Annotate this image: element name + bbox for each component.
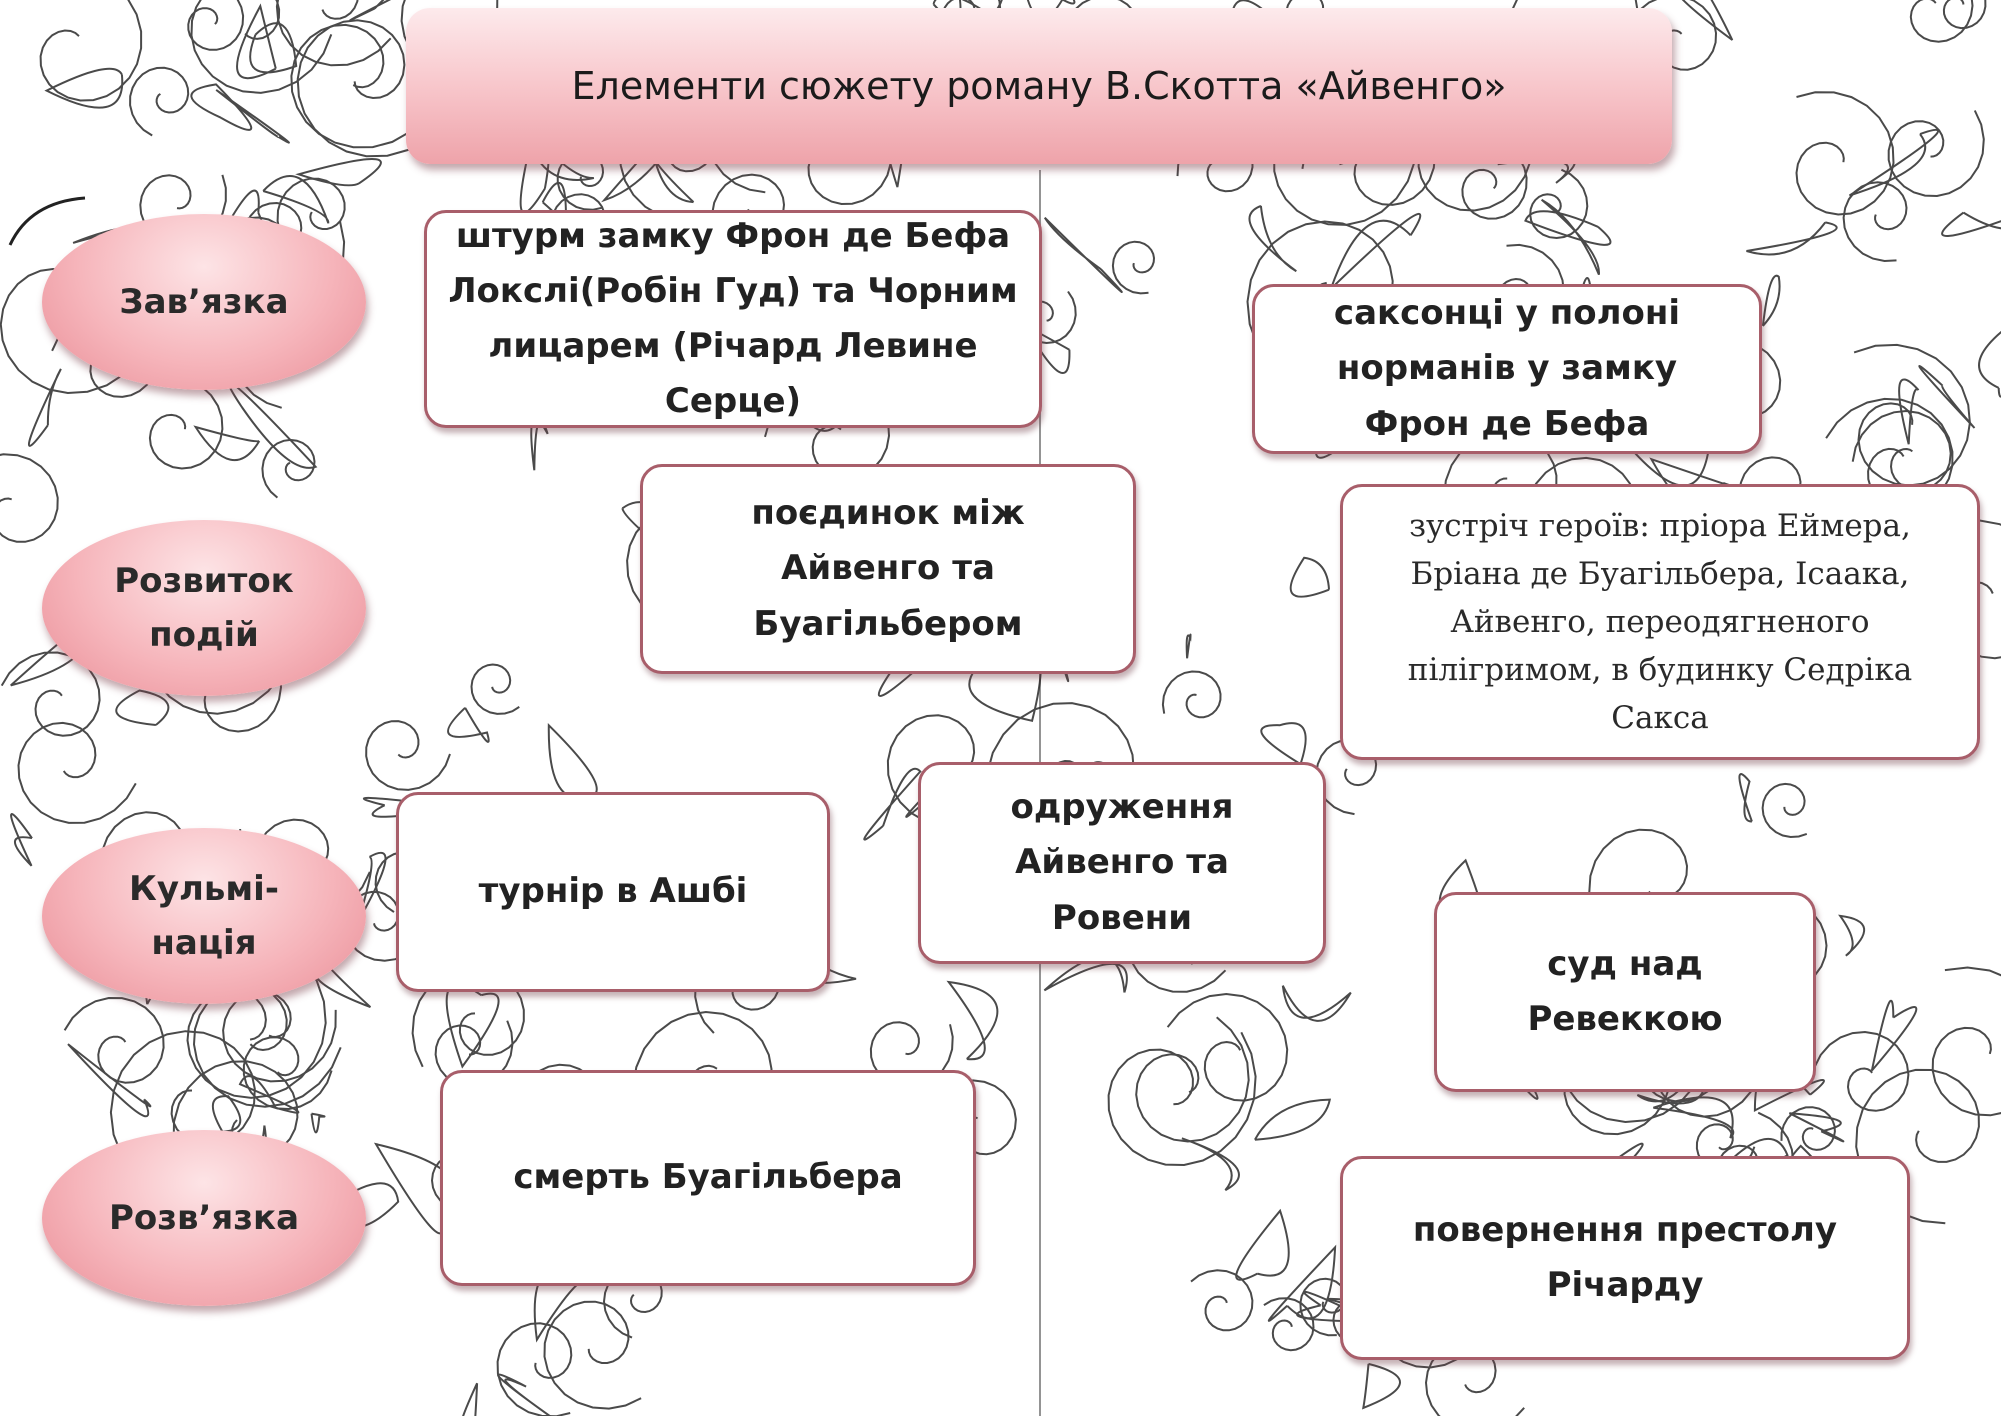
stage-zavyazka: Зав’язка [42,214,366,390]
event-sud-nad-revekkoyu: суд над Ревеккою [1434,892,1816,1092]
event-saksontsi-u-poloni: саксонці у полоні норманів у замку Фрон де Бефа [1252,284,1762,454]
event-smert-buagilbera: смерть Буагільбера [440,1070,976,1286]
event-poedynok: поєдинок між Айвенго та Буагільбером [640,464,1136,674]
event-shturm-zamku: штурм замку Фрон де Бефа Локслі(Робін Гуд) та Чорним лицарем (Річард Левине Серце) [424,210,1042,428]
event-turnir-v-ashbi: турнір в Ашбі [396,792,830,992]
event-zustrich-geroiv: зустріч героїв: пріора Еймера, Бріана де Буагільбера, Ісаака, Айвенго, переодягненого пілігримом, в будинку Седріка Сакса [1340,484,1980,760]
stage-rozvytok-podiy: Розвиток подій [42,520,366,696]
event-povernennya-prestolu: повернення престолу Річарду [1340,1156,1910,1360]
stage-rozvyazka: Розв’язка [42,1130,366,1306]
diagram-title: Елементи сюжету роману В.Скотта «Айвенго» [406,8,1672,164]
stage-kulminatsiya: Кульмі- нація [42,828,366,1004]
edge-arc-decoration [0,190,90,250]
event-odruzhennya: одруження Айвенго та Ровени [918,762,1326,964]
